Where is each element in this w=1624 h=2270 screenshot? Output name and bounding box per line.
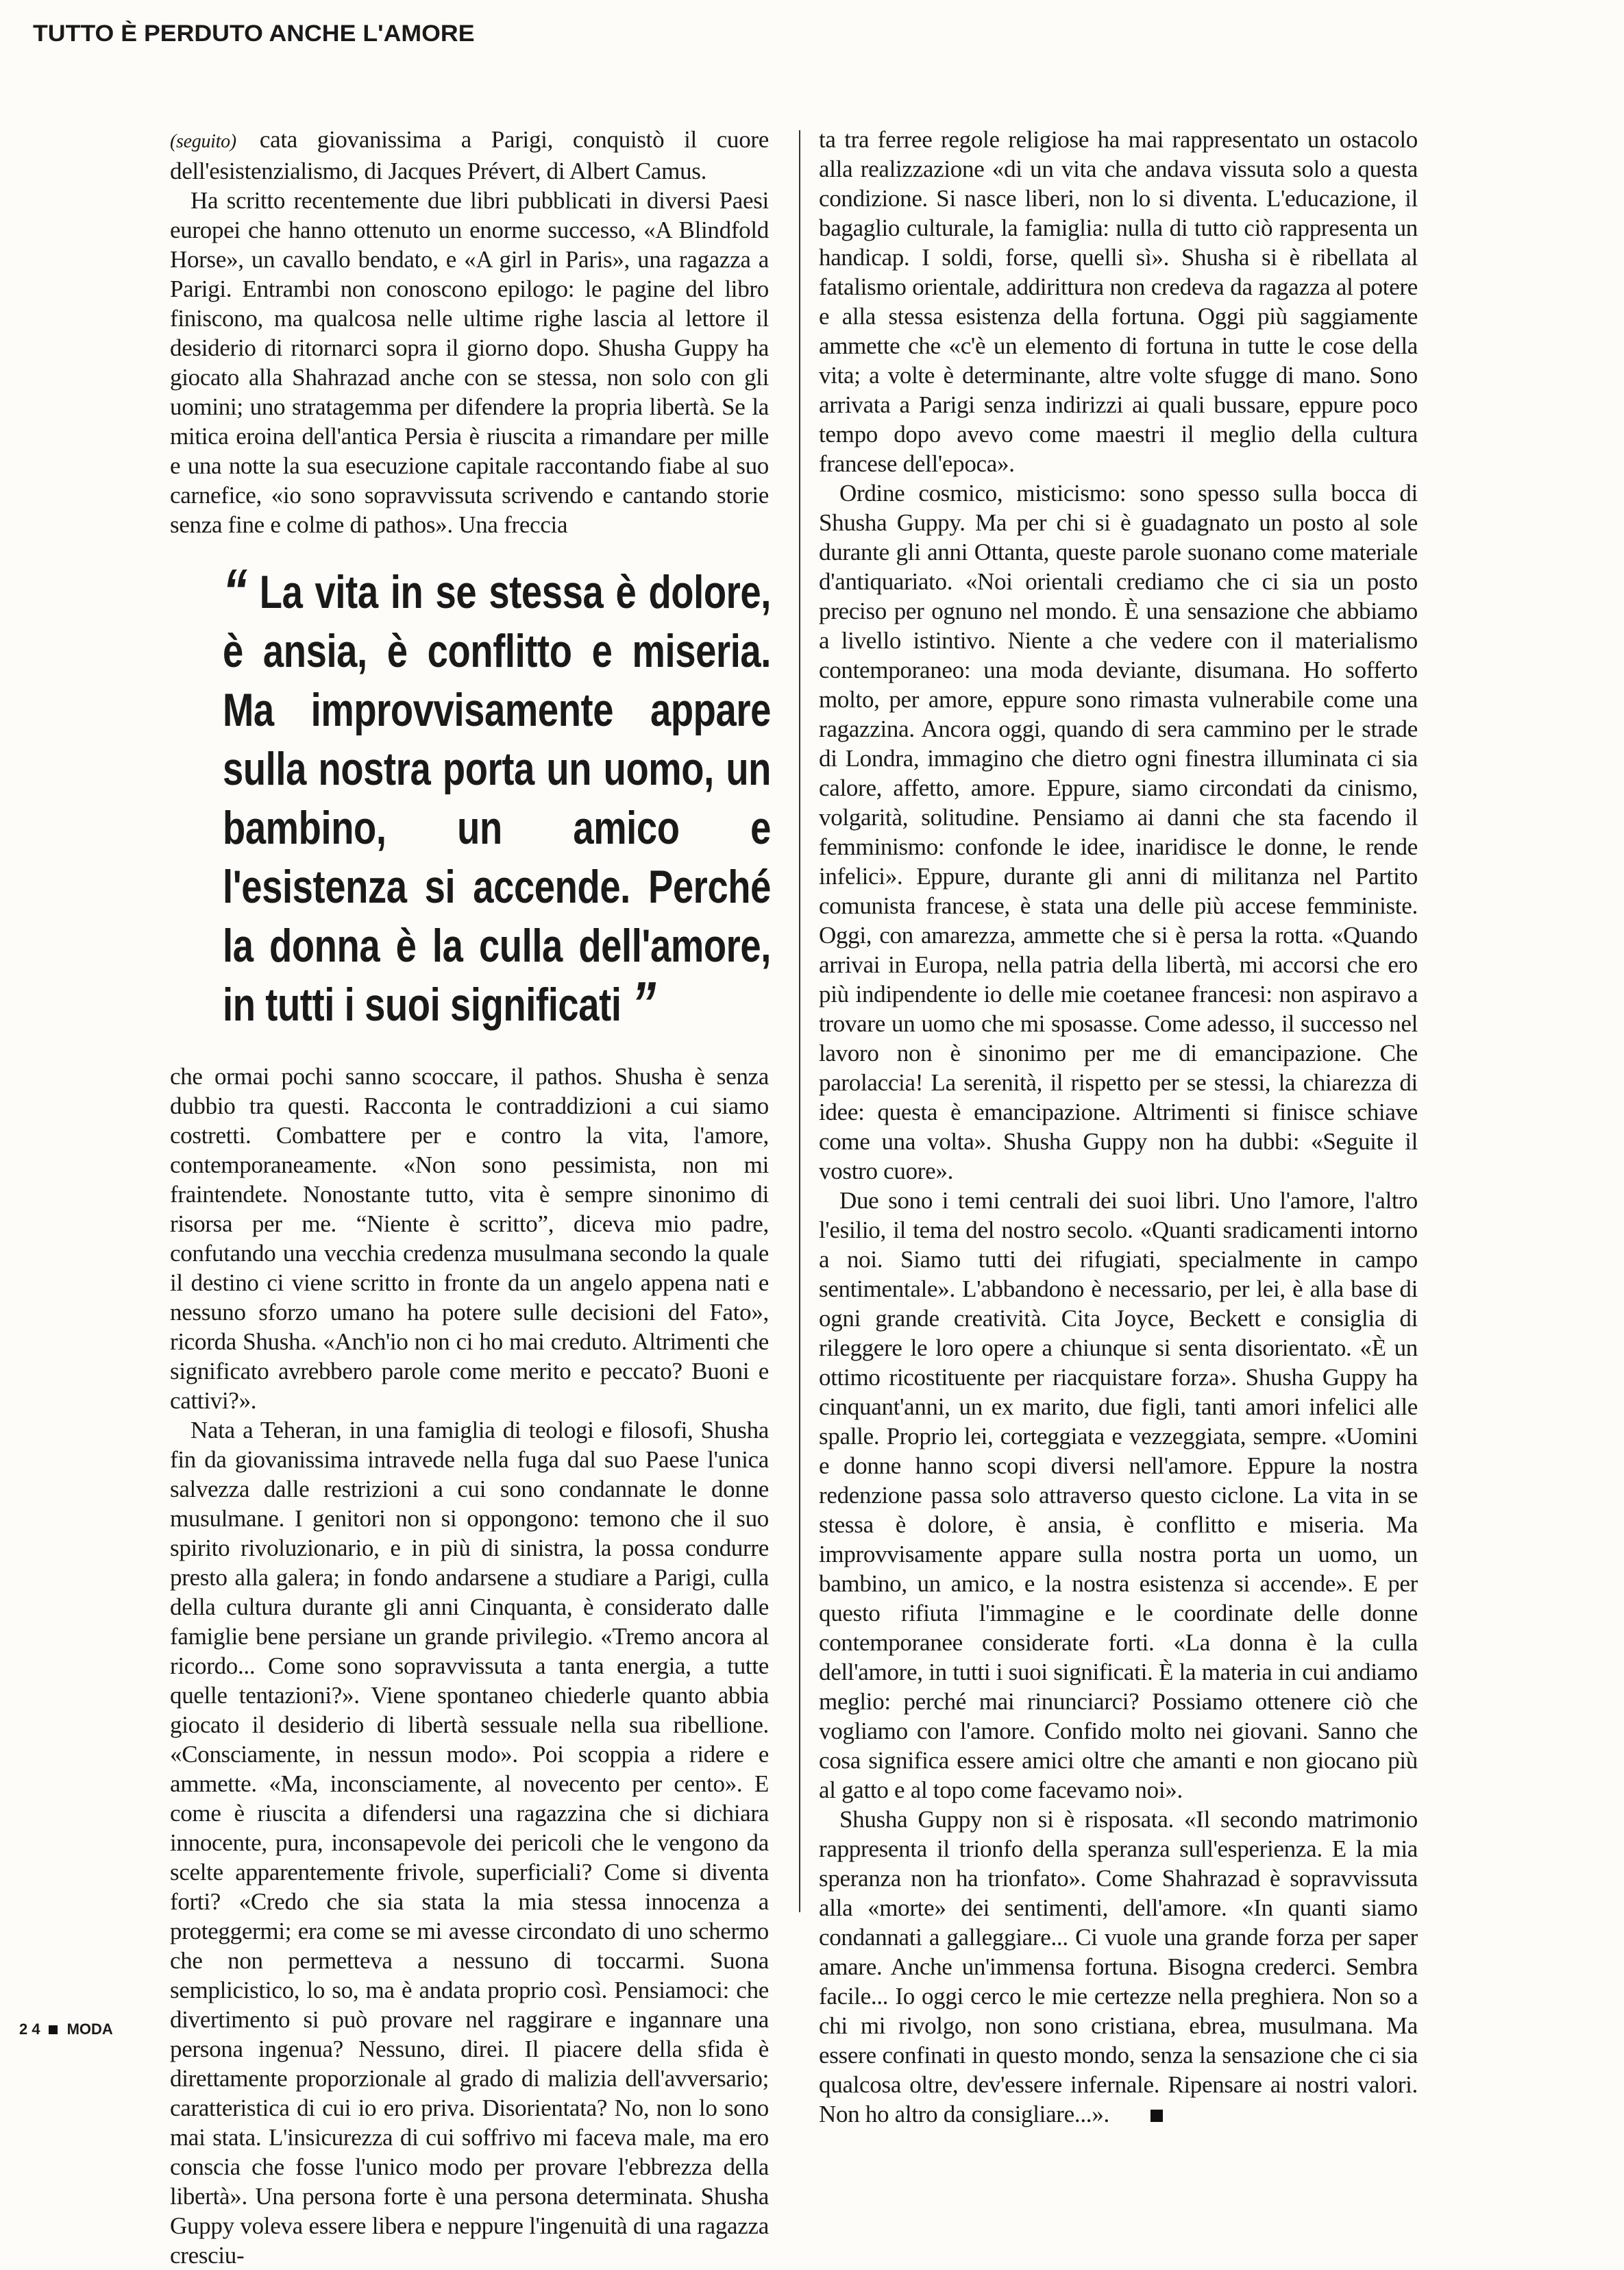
paragraph: ta tra ferree regole religiose ha mai rappresentato un ostacolo alla realizzazione «di un vita che andava vissuta solo a questa condizione. Si nasce liberi, non lo si diventa. L'educazione, il bagaglio culturale, la famiglia: nulla di tutto ciò rappresenta un handicap. I soldi, forse, quelli sì». Shusha si è ribellata al fatalismo orientale, addirittura non credeva da ragazza al potere e alla stessa esistenza della fortuna. Oggi più saggiamente ammette che «c'è un elemento di fortuna in tutte le cose della vita; a volte è determinante, altre volte sfugge di mano. Sono arrivata a Parigi senza indirizzi ai quali bussare, eppure poco tempo dopo avevo come maestri il meglio della cultura francese dell'epoca». [819, 126, 1418, 477]
open-quote-mark: “ [223, 557, 247, 626]
column-1-top [170, 125, 769, 539]
pull-quote [223, 557, 771, 1038]
square-bullet-icon [49, 2025, 58, 2034]
column-1 [170, 125, 908, 2270]
close-quote-mark: ” [631, 970, 656, 1038]
footer [19, 2021, 113, 2038]
paragraph [819, 1805, 1418, 2129]
column-1-bottom [170, 1062, 769, 2270]
column-divider [799, 130, 800, 1912]
paragraph-text: cata giovanissima a Parigi, conquistò il cuore dell'esistenzialismo, di Jacques Prévert, di Albert Camus. [170, 126, 769, 184]
paragraph-text: Shusha Guppy non si è risposata. «Il secondo matrimonio rappresenta il trionfo della speranza sull'esperienza. E la mia speranza non ha trionfato». Come Shahrazad è sopravvissuta alla «morte» dei sentimenti, dell'amore. «In quanti siamo condannati a galleggiare... Ci vuole una grande forza per saper amare. Anche un'immensa fortuna. Bisogna crederci. Sembra facile... Io oggi cerco le mie certezze nella preghiera. Non so a chi mi rivolgo, non sono cristiana, ebrea, musulmana. Ma essere confinati in questo mondo, senza la sensazione che ci sia qualcosa oltre, dev'essere infernale. Ripensare ai nostri valori. Non ho altro da consigliare...». [819, 1806, 1418, 2127]
paragraph: Ordine cosmico, misticismo: sono spesso sulla bocca di Shusha Guppy. Ma per chi si è guadagnato un posto al sole durante gli anni Ottanta, queste parole suonano come materiale d'antiquariato. «Noi orientali crediamo che ci sia un posto preciso per ognuno nel mondo. È una sensazione che abbiamo a livello istintivo. Niente a che vedere con il materialismo contemporaneo: una moda deviante, disumana. Ho sofferto molto, per amore, eppure sono rimasta vulnerabile come una ragazzina. Ancora oggi, quando di sera cammino per le strade di Londra, immagino che dietro ogni finestra illuminata ci sia calore, affetto, amore. Eppure, siamo circondati da cinismo, volgarità, solitudine. Pensiamo ai danni che sta facendo il femminismo: confonde le idee, inaridisce le donne, le rende infelici». Eppure, durante gli anni di militanza nel Partito comunista francese, è stata una delle più accese femministe. Oggi, con amarezza, ammette che si è persa la rotta. «Quando arrivai in Europa, nella patria della libertà, mi accorsi che ero più indipendente io delle mie coetanee francesi: non aspiravo a trovare un uomo che mi sposasse. Come adesso, il successo nel lavoro non è sinonimo per me di emancipazione. Che parolaccia! La serenità, il rispetto per se stessi, la chiarezza di idee: questa è emancipazione. Altrimenti si finisce schiave come una volta». Shusha Guppy non ha dubbi: «Seguite il vostro cuore». [819, 480, 1418, 1184]
paragraph: Nata a Teheran, in una famiglia di teologi e filosofi, Shusha fin da giovanissima intravede nella fuga dal suo Paese l'unica salvezza dalle restrizioni a cui sono condannate le donne musulmane. I genitori non si oppongono: temono che il suo spirito rivoluzionario, e in più di sinistra, la possa condurre presto alla galera; in fondo andarsene a studiare a Parigi, culla della cultura durante gli anni Cinquanta, è considerato dalle famiglie bene persiane un grande privilegio. «Tremo ancora al ricordo... Come sono sopravvissuta a tanta energia, a tutte quelle tentazioni?». Viene spontaneo chiederle quanto abbia giocato il desiderio di libertà sessuale nella sua ribellione. «Consciamente, in nessun modo». Poi scoppia a ridere e ammette. «Ma, inconsciamente, al novecento per cento». E come è riuscita a difendersi una ragazzina che si dichiara innocente, pura, inconsapevole dei pericoli che le vengono da scelte apparentemente frivole, superficiali? Come si diventa forti? «Credo che sia stata la mia stessa innocenza a proteggermi; era come se mi avesse circondato di uno schermo che non permetteva a nessuno di toccarmi. Suona semplicistico, lo so, ma è andata proprio così. Pensiamoci: che divertimento si può provare nel raggirare e ingannare una persona ingenua? Nessuno, direi. Il piacere della sfida è direttamente proporzionale al grado di malizia dell'avversario; caratteristica di cui io ero priva. Disorientata? No, non lo sono mai stata. L'insicurezza di cui soffrivo mi faceva male, ma ero conscia che fosse l'unico modo per provare l'ebbrezza della libertà». Una persona forte è una persona determinata. Shusha Guppy voleva essere libera e neppure l'ingenuità di una ragazza cresciu- [170, 1417, 769, 2269]
paragraph: Due sono i temi centrali dei suoi libri. Uno l'amore, l'altro l'esilio, il tema del nostro secolo. «Quanti sradicamenti intorno a noi. Siamo tutti dei rifugiati, specialmente in campo sentimentale». L'abbandono è necessario, per lei, è alla base di ogni grande creatività. Cita Joyce, Beckett e consiglia di rileggere le loro opere a chiunque si senta disorientato. «È un ottimo ricostituente per riacquistare forza». Shusha Guppy ha cinquant'anni, un ex marito, due figli, tanti amori infelici alle spalle. Proprio lei, corteggiata e vezzeggiata, sempre. «Uomini e donne hanno scopi diversi nell'amore. Eppure la nostra redenzione passa solo attraverso questo ciclone. La vita in se stessa è dolore, è ansia, è conflitto e miseria. Ma improvvisamente appare sulla nostra porta un uomo, un bambino, un amico, e la nostra esistenza si accende». E per questo rifiuta l'immagine e le coordinate delle donne contemporanee considerate forti. «La donna è la culla dell'amore, in tutti i suoi significati. È la materia in cui andiamo meglio: perché mai rinunciarci? Possiamo ottenere ciò che vogliamo con l'amore. Confido molto nei giovani. Sanno che cosa significa essere amici oltre che amanti e non giocano più al gatto e al topo come facevamo noi». [819, 1187, 1418, 1803]
page-number: 2 4 [19, 2021, 40, 2038]
pull-quote-text: La vita in se stessa è dolore, è ansia, è conflitto e miseria. Ma improvvisamente appare sulla nostra porta un uomo, un bambino, un amico e l'esistenza si accende. Perché la donna è la culla dell'amore, in tutti i suoi significati [223, 566, 771, 1031]
paragraph: Ha scritto recentemente due libri pubblicati in diversi Paesi europei che hanno ottenuto un enorme successo, «A Blindfold Horse», un cavallo bendato, e «A girl in Paris», una ragazza a Parigi. Entrambi non conoscono epilogo: le pagine del libro finiscono, ma qualcosa nelle ultime righe lascia al lettore il desiderio di ritornarci sopra il giorno dopo. Shusha Guppy ha giocato alla Shahrazad anche con se stessa, non solo con gli uomini; uno stratagemma per difendere la propria libertà. Se la mitica eroina dell'antica Persia è riuscita a rimandare per mille e una notte la sua esecuzione capitale raccontando fiabe al suo carnefice, «io sono sopravvissuta scrivendo e cantando storie senza fine e colme di pathos». Una freccia [170, 187, 769, 538]
continued-label: (seguito) [170, 131, 236, 152]
end-mark-icon [1151, 2110, 1163, 2122]
running-header: TUTTO È PERDUTO ANCHE L'AMORE [33, 21, 475, 47]
paragraph [170, 125, 769, 186]
column-2 [819, 125, 1418, 2129]
paragraph: che ormai pochi sanno scoccare, il pathos. Shusha è senza dubbio tra questi. Racconta le contraddizioni a cui siamo costretti. Combattere per e contro la vita, l'amore, contemporaneamente. «Non sono pessimista, non mi fraintendete. Nonostante tutto, vita è sempre sinonimo di risorsa per me. “Niente è scritto”, diceva mio padre, confutando una vecchia credenza musulmana secondo la quale il destino ci viene scritto in fronte da un angelo appena nati e nessuno sforzo umano ha potere sulle decisioni del Fato», ricorda Shusha. «Anch'io non ci ho mai creduto. Altrimenti che significato avrebbero parole come merito e peccato? Buoni e cattivi?». [170, 1063, 769, 1414]
magazine-name: MODA [66, 2021, 113, 2038]
